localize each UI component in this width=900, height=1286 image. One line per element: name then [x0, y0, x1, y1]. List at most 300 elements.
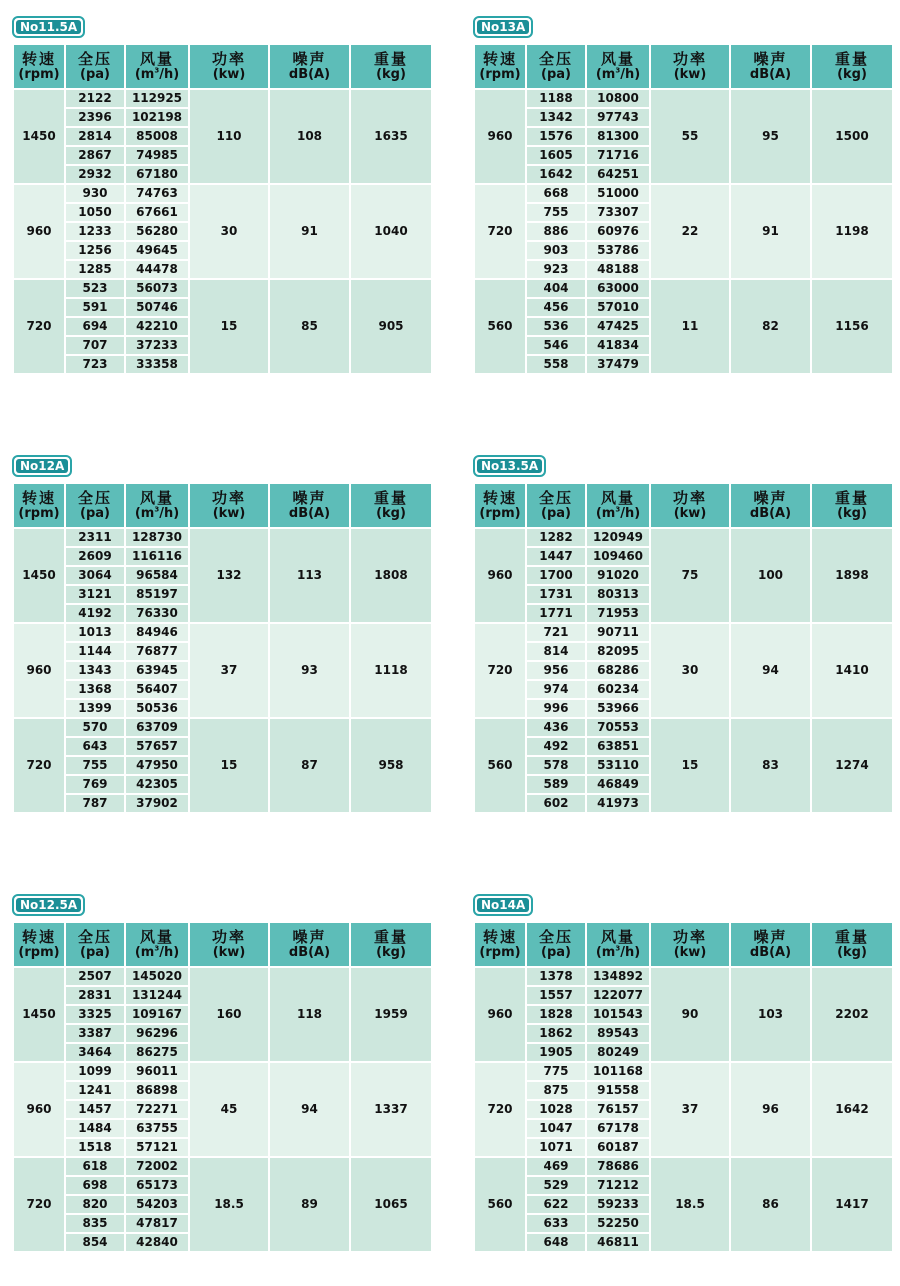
header-noise-unit: dB(A) — [749, 505, 792, 521]
airflow-cell: 80249 — [586, 1043, 650, 1062]
header-airflow-title: 风量 — [600, 488, 635, 507]
weight-cell: 1156 — [811, 279, 893, 374]
airflow-cell: 60234 — [586, 680, 650, 699]
airflow-cell: 37233 — [125, 336, 189, 355]
header-speed — [474, 483, 526, 528]
header-noise — [730, 44, 811, 89]
spec-table-block — [12, 894, 431, 1286]
model-badge — [473, 894, 533, 916]
airflow-cell: 101168 — [586, 1062, 650, 1081]
power-cell: 30 — [650, 623, 730, 718]
noise-cell: 89 — [269, 1157, 350, 1252]
pressure-cell: 529 — [526, 1176, 586, 1195]
airflow-cell: 67661 — [125, 203, 189, 222]
airflow-cell: 72271 — [125, 1100, 189, 1119]
pressure-cell: 1484 — [65, 1119, 125, 1138]
pressure-cell: 1071 — [526, 1138, 586, 1157]
header-speed-unit: (rpm) — [18, 505, 60, 521]
pressure-cell: 4192 — [65, 604, 125, 623]
airflow-cell: 50536 — [125, 699, 189, 718]
pressure-cell: 558 — [526, 355, 586, 374]
airflow-cell: 112925 — [125, 89, 189, 108]
pressure-cell: 622 — [526, 1195, 586, 1214]
header-power-unit: (kw) — [212, 66, 246, 82]
pressure-cell: 698 — [65, 1176, 125, 1195]
noise-cell: 83 — [730, 718, 811, 813]
weight-cell: 1642 — [811, 1062, 893, 1157]
header-weight-unit: (kg) — [376, 66, 406, 82]
header-weight-unit: (kg) — [837, 66, 867, 82]
header-pressure-unit: (pa) — [80, 944, 110, 960]
table-row — [474, 718, 893, 737]
pressure-cell: 787 — [65, 794, 125, 813]
unit-superscript: 3 — [615, 66, 621, 75]
airflow-cell: 57010 — [586, 298, 650, 317]
header-pressure — [65, 483, 125, 528]
pressure-cell: 2867 — [65, 146, 125, 165]
model-label: No12A — [16, 459, 68, 473]
pressure-cell: 2932 — [65, 165, 125, 184]
model-label: No11.5A — [16, 20, 81, 34]
table-row — [474, 279, 893, 298]
pressure-cell: 469 — [526, 1157, 586, 1176]
airflow-cell: 50746 — [125, 298, 189, 317]
pressure-cell: 854 — [65, 1233, 125, 1252]
airflow-cell: 53786 — [586, 241, 650, 260]
pressure-cell: 2831 — [65, 986, 125, 1005]
airflow-cell: 37902 — [125, 794, 189, 813]
airflow-cell: 116116 — [125, 547, 189, 566]
airflow-cell: 70553 — [586, 718, 650, 737]
table-row — [474, 623, 893, 642]
pressure-cell: 633 — [526, 1214, 586, 1233]
header-speed — [474, 922, 526, 967]
airflow-cell: 33358 — [125, 355, 189, 374]
header-power — [650, 44, 730, 89]
table-row — [13, 967, 432, 986]
table-row — [474, 1062, 893, 1081]
header-power-unit: (kw) — [673, 505, 707, 521]
unit-part: (m — [595, 944, 616, 960]
noise-cell: 96 — [730, 1062, 811, 1157]
power-cell: 110 — [189, 89, 269, 184]
header-pressure — [526, 922, 586, 967]
unit-part: (m — [134, 66, 155, 82]
pressure-cell: 814 — [526, 642, 586, 661]
rpm-cell: 720 — [13, 279, 65, 374]
airflow-cell: 78686 — [586, 1157, 650, 1176]
airflow-cell: 72002 — [125, 1157, 189, 1176]
rpm-cell: 720 — [474, 1062, 526, 1157]
airflow-cell: 56073 — [125, 279, 189, 298]
airflow-cell: 57121 — [125, 1138, 189, 1157]
airflow-cell: 96011 — [125, 1062, 189, 1081]
airflow-cell: 44478 — [125, 260, 189, 279]
table-row — [13, 718, 432, 737]
pressure-cell: 404 — [526, 279, 586, 298]
noise-cell: 85 — [269, 279, 350, 374]
pressure-cell: 1518 — [65, 1138, 125, 1157]
header-power-unit: (kw) — [212, 505, 246, 521]
header-weight — [811, 922, 893, 967]
pressure-cell: 1028 — [526, 1100, 586, 1119]
noise-cell: 93 — [269, 623, 350, 718]
unit-superscript: 3 — [154, 66, 160, 75]
rpm-cell: 720 — [13, 1157, 65, 1252]
power-cell: 90 — [650, 967, 730, 1062]
spec-table-block — [12, 16, 431, 408]
spec-table — [12, 482, 433, 814]
header-pressure-unit: (pa) — [80, 505, 110, 521]
airflow-cell: 96296 — [125, 1024, 189, 1043]
pressure-cell: 668 — [526, 184, 586, 203]
airflow-cell: 86898 — [125, 1081, 189, 1100]
rpm-cell: 560 — [474, 279, 526, 374]
header-noise — [730, 483, 811, 528]
power-cell: 15 — [189, 279, 269, 374]
pressure-cell: 1342 — [526, 108, 586, 127]
header-weight-title: 重量 — [834, 49, 869, 68]
airflow-cell: 97743 — [586, 108, 650, 127]
header-weight-unit: (kg) — [376, 944, 406, 960]
airflow-cell: 122077 — [586, 986, 650, 1005]
header-weight-unit: (kg) — [837, 944, 867, 960]
pressure-cell: 1576 — [526, 127, 586, 146]
header-speed — [13, 44, 65, 89]
airflow-cell: 63709 — [125, 718, 189, 737]
model-badge — [12, 16, 85, 38]
header-airflow-unit — [135, 67, 179, 82]
airflow-cell: 74763 — [125, 184, 189, 203]
airflow-cell: 60976 — [586, 222, 650, 241]
header-power — [189, 922, 269, 967]
header-speed-title: 转速 — [21, 927, 56, 946]
pressure-cell: 707 — [65, 336, 125, 355]
power-cell: 22 — [650, 184, 730, 279]
airflow-cell: 71716 — [586, 146, 650, 165]
pressure-cell: 1905 — [526, 1043, 586, 1062]
header-power-title: 功率 — [672, 927, 707, 946]
header-airflow-title: 风量 — [600, 49, 635, 68]
table-row — [13, 1157, 432, 1176]
pressure-cell: 3121 — [65, 585, 125, 604]
header-weight-title: 重量 — [373, 927, 408, 946]
airflow-cell: 42305 — [125, 775, 189, 794]
pressure-cell: 1343 — [65, 661, 125, 680]
airflow-cell: 56407 — [125, 680, 189, 699]
header-pressure-unit: (pa) — [541, 505, 571, 521]
airflow-cell: 47950 — [125, 756, 189, 775]
airflow-cell: 109167 — [125, 1005, 189, 1024]
header-weight — [350, 922, 432, 967]
header-noise — [730, 922, 811, 967]
airflow-cell: 109460 — [586, 547, 650, 566]
pressure-cell: 570 — [65, 718, 125, 737]
pressure-cell: 523 — [65, 279, 125, 298]
header-pressure-title: 全压 — [77, 488, 112, 507]
spec-table — [473, 43, 894, 375]
spec-table-block — [12, 455, 431, 847]
pressure-cell: 1731 — [526, 585, 586, 604]
pressure-cell: 1700 — [526, 566, 586, 585]
unit-part: (m — [595, 66, 616, 82]
pressure-cell: 1828 — [526, 1005, 586, 1024]
pressure-cell: 875 — [526, 1081, 586, 1100]
airflow-cell: 56280 — [125, 222, 189, 241]
spec-table-block — [473, 16, 892, 408]
rpm-cell: 960 — [474, 528, 526, 623]
power-cell: 45 — [189, 1062, 269, 1157]
header-speed-title: 转速 — [482, 488, 517, 507]
airflow-cell: 91558 — [586, 1081, 650, 1100]
airflow-cell: 49645 — [125, 241, 189, 260]
unit-superscript: 3 — [615, 944, 621, 953]
airflow-cell: 90711 — [586, 623, 650, 642]
power-cell: 18.5 — [650, 1157, 730, 1252]
airflow-cell: 80313 — [586, 585, 650, 604]
airflow-cell: 89543 — [586, 1024, 650, 1043]
header-airflow — [586, 44, 650, 89]
header-pressure-unit: (pa) — [541, 66, 571, 82]
header-pressure — [65, 922, 125, 967]
unit-part: /h) — [620, 505, 641, 521]
airflow-cell: 47425 — [586, 317, 650, 336]
noise-cell: 94 — [730, 623, 811, 718]
airflow-cell: 145020 — [125, 967, 189, 986]
airflow-cell: 82095 — [586, 642, 650, 661]
weight-cell: 1118 — [350, 623, 432, 718]
spec-table — [12, 921, 433, 1253]
header-pressure — [526, 483, 586, 528]
airflow-cell: 59233 — [586, 1195, 650, 1214]
header-speed-title: 转速 — [21, 49, 56, 68]
header-airflow-unit — [596, 67, 640, 82]
unit-part: (m — [134, 505, 155, 521]
rpm-cell: 960 — [474, 967, 526, 1062]
header-pressure-title: 全压 — [538, 49, 573, 68]
rpm-cell: 960 — [474, 89, 526, 184]
spec-table-block — [473, 894, 892, 1286]
noise-cell: 87 — [269, 718, 350, 813]
model-label: No14A — [477, 898, 529, 912]
pressure-cell: 820 — [65, 1195, 125, 1214]
pressure-cell: 930 — [65, 184, 125, 203]
header-speed-unit: (rpm) — [18, 944, 60, 960]
pressure-cell: 536 — [526, 317, 586, 336]
table-row — [13, 528, 432, 547]
pressure-cell: 974 — [526, 680, 586, 699]
weight-cell: 1065 — [350, 1157, 432, 1252]
pressure-cell: 956 — [526, 661, 586, 680]
rpm-cell: 560 — [474, 1157, 526, 1252]
table-row — [474, 89, 893, 108]
power-cell: 132 — [189, 528, 269, 623]
unit-part: /h) — [620, 66, 641, 82]
header-row — [13, 44, 432, 89]
airflow-cell: 41834 — [586, 336, 650, 355]
airflow-cell: 63945 — [125, 661, 189, 680]
pressure-cell: 755 — [65, 756, 125, 775]
pressure-cell: 769 — [65, 775, 125, 794]
airflow-cell: 73307 — [586, 203, 650, 222]
airflow-cell: 57657 — [125, 737, 189, 756]
unit-part: /h) — [159, 944, 180, 960]
pressure-cell: 1233 — [65, 222, 125, 241]
noise-cell: 113 — [269, 528, 350, 623]
spec-table — [473, 482, 894, 814]
rpm-cell: 960 — [13, 184, 65, 279]
rpm-cell: 960 — [13, 1062, 65, 1157]
unit-part: /h) — [159, 505, 180, 521]
header-row — [474, 44, 893, 89]
pressure-cell: 1188 — [526, 89, 586, 108]
header-speed — [474, 44, 526, 89]
airflow-cell: 85008 — [125, 127, 189, 146]
airflow-cell: 47817 — [125, 1214, 189, 1233]
power-cell: 18.5 — [189, 1157, 269, 1252]
power-cell: 30 — [189, 184, 269, 279]
header-weight-title: 重量 — [373, 49, 408, 68]
pressure-cell: 755 — [526, 203, 586, 222]
weight-cell: 1500 — [811, 89, 893, 184]
model-label: No13.5A — [477, 459, 542, 473]
noise-cell: 103 — [730, 967, 811, 1062]
header-noise — [269, 483, 350, 528]
spec-table-block — [473, 455, 892, 847]
header-noise-title: 噪声 — [292, 927, 327, 946]
rpm-cell: 960 — [13, 623, 65, 718]
weight-cell: 2202 — [811, 967, 893, 1062]
header-speed-unit: (rpm) — [479, 944, 521, 960]
header-noise-title: 噪声 — [292, 49, 327, 68]
table-row — [13, 623, 432, 642]
airflow-cell: 131244 — [125, 986, 189, 1005]
airflow-cell: 64251 — [586, 165, 650, 184]
pressure-cell: 3387 — [65, 1024, 125, 1043]
weight-cell: 1808 — [350, 528, 432, 623]
airflow-cell: 46849 — [586, 775, 650, 794]
header-power-unit: (kw) — [212, 944, 246, 960]
pressure-cell: 1282 — [526, 528, 586, 547]
header-speed-unit: (rpm) — [18, 66, 60, 82]
airflow-cell: 71953 — [586, 604, 650, 623]
rpm-cell: 1450 — [13, 528, 65, 623]
header-airflow — [586, 483, 650, 528]
rpm-cell: 1450 — [13, 89, 65, 184]
weight-cell: 1198 — [811, 184, 893, 279]
header-pressure-title: 全压 — [538, 927, 573, 946]
pressure-cell: 1642 — [526, 165, 586, 184]
header-speed-title: 转速 — [21, 488, 56, 507]
airflow-cell: 60187 — [586, 1138, 650, 1157]
airflow-cell: 74985 — [125, 146, 189, 165]
header-speed-title: 转速 — [482, 49, 517, 68]
header-noise-unit: dB(A) — [288, 944, 331, 960]
pressure-cell: 721 — [526, 623, 586, 642]
header-noise-title: 噪声 — [753, 49, 788, 68]
pressure-cell: 591 — [65, 298, 125, 317]
pressure-cell: 546 — [526, 336, 586, 355]
airflow-cell: 41973 — [586, 794, 650, 813]
header-pressure-unit: (pa) — [80, 66, 110, 82]
power-cell: 55 — [650, 89, 730, 184]
pressure-cell: 1447 — [526, 547, 586, 566]
airflow-cell: 84946 — [125, 623, 189, 642]
header-power-title: 功率 — [672, 49, 707, 68]
header-weight — [350, 44, 432, 89]
power-cell: 11 — [650, 279, 730, 374]
airflow-cell: 134892 — [586, 967, 650, 986]
pressure-cell: 3064 — [65, 566, 125, 585]
pressure-cell: 589 — [526, 775, 586, 794]
header-airflow-unit — [135, 945, 179, 960]
airflow-cell: 85197 — [125, 585, 189, 604]
model-badge — [473, 455, 546, 477]
header-airflow-unit — [596, 945, 640, 960]
weight-cell: 1274 — [811, 718, 893, 813]
header-airflow-unit — [135, 506, 179, 521]
header-noise-unit: dB(A) — [749, 66, 792, 82]
pressure-cell: 618 — [65, 1157, 125, 1176]
header-speed — [13, 922, 65, 967]
header-weight — [350, 483, 432, 528]
airflow-cell: 76157 — [586, 1100, 650, 1119]
pressure-cell: 694 — [65, 317, 125, 336]
weight-cell: 1635 — [350, 89, 432, 184]
header-noise-title: 噪声 — [753, 488, 788, 507]
airflow-cell: 120949 — [586, 528, 650, 547]
airflow-cell: 67180 — [125, 165, 189, 184]
header-pressure-title: 全压 — [77, 49, 112, 68]
pressure-cell: 1862 — [526, 1024, 586, 1043]
header-weight-title: 重量 — [834, 927, 869, 946]
noise-cell: 91 — [730, 184, 811, 279]
header-airflow — [125, 483, 189, 528]
pressure-cell: 1099 — [65, 1062, 125, 1081]
header-noise-title: 噪声 — [292, 488, 327, 507]
pressure-cell: 835 — [65, 1214, 125, 1233]
airflow-cell: 86275 — [125, 1043, 189, 1062]
unit-part: (m — [595, 505, 616, 521]
table-row — [474, 1157, 893, 1176]
header-airflow-title: 风量 — [139, 927, 174, 946]
header-noise-unit: dB(A) — [749, 944, 792, 960]
airflow-cell: 96584 — [125, 566, 189, 585]
pressure-cell: 1378 — [526, 967, 586, 986]
airflow-cell: 128730 — [125, 528, 189, 547]
power-cell: 15 — [189, 718, 269, 813]
power-cell: 37 — [650, 1062, 730, 1157]
pressure-cell: 578 — [526, 756, 586, 775]
pressure-cell: 1144 — [65, 642, 125, 661]
pressure-cell: 923 — [526, 260, 586, 279]
header-weight-title: 重量 — [373, 488, 408, 507]
power-cell: 160 — [189, 967, 269, 1062]
airflow-cell: 54203 — [125, 1195, 189, 1214]
pressure-cell: 2396 — [65, 108, 125, 127]
header-power-title: 功率 — [211, 488, 246, 507]
noise-cell: 82 — [730, 279, 811, 374]
power-cell: 15 — [650, 718, 730, 813]
airflow-cell: 71212 — [586, 1176, 650, 1195]
weight-cell: 1898 — [811, 528, 893, 623]
pressure-cell: 2122 — [65, 89, 125, 108]
airflow-cell: 76877 — [125, 642, 189, 661]
header-speed — [13, 483, 65, 528]
rpm-cell: 720 — [474, 184, 526, 279]
pressure-cell: 643 — [65, 737, 125, 756]
weight-cell: 1410 — [811, 623, 893, 718]
